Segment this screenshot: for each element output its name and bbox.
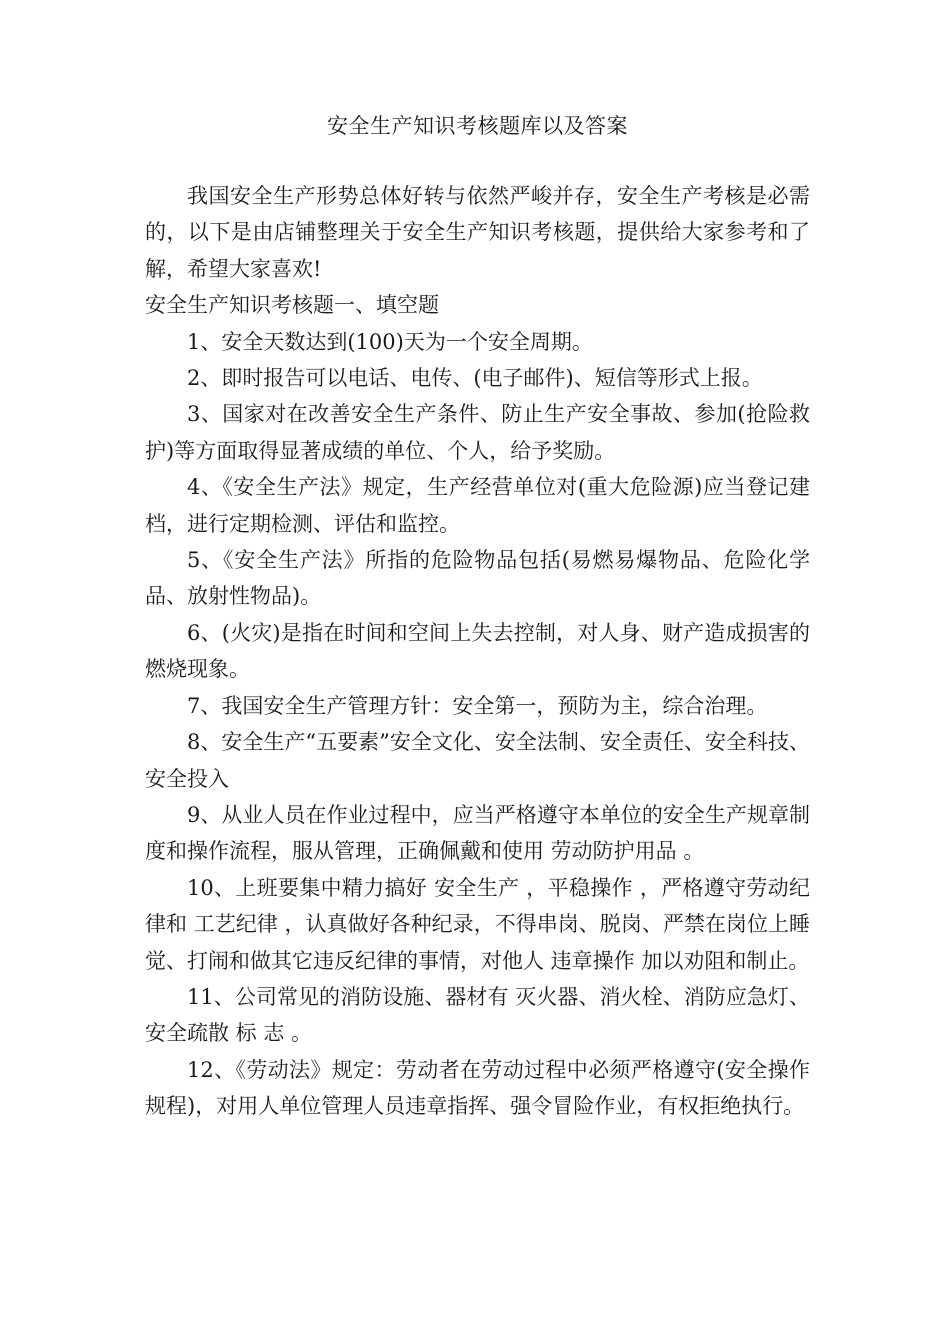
question-item: 11、公司常见的消防设施、器材有 灭火器、消火栓、消防应急灯、安全疏散 标 志 。 xyxy=(145,984,810,1046)
question-item: 2、即时报告可以电话、电传、(电子邮件)、短信等形式上报。 xyxy=(187,366,763,391)
document-page xyxy=(145,108,810,1125)
question-item: 6、(火灾)是指在时间和空间上失去控制，对人身、财产造成损害的燃烧现象。 xyxy=(145,620,810,682)
question-item: 9、从业人员在作业过程中，应当严格遵守本单位的安全生产规章制度和操作流程，服从管理，正确佩戴和使用 劳动防护用品 。 xyxy=(145,802,810,864)
question-item: 4、《安全生产法》规定，生产经营单位对(重大危险源)应当登记建档，进行定期检测、评估和监控。 xyxy=(145,475,810,536)
intro-paragraph: 我国安全生产形势总体好转与依然严峻并存，安全生产考核是必需的，以下是由店铺整理关于安全生产知识考核题，提供给大家参考和了解，希望大家喜欢! xyxy=(145,184,810,281)
section-heading: 安全生产知识考核题一、填空题 xyxy=(145,293,439,318)
document-title: 安全生产知识考核题库以及答案 xyxy=(327,114,628,138)
question-item: 3、国家对在改善安全生产条件、防止生产安全事故、参加(抢险救护)等方面取得显著成绩的单位、个人，给予奖励。 xyxy=(145,402,810,463)
question-item: 12、《劳动法》规定：劳动者在劳动过程中必须严格遵守(安全操作规程)，对用人单位管理人员违章指挥、强令冒险作业，有权拒绝执行。 xyxy=(145,1057,810,1119)
question-item: 7、我国安全生产管理方针：安全第一，预防为主，综合治理。 xyxy=(187,693,768,718)
question-item: 8、安全生产“五要素”安全文化、安全法制、安全责任、安全科技、安全投入 xyxy=(145,730,810,791)
question-item: 5、《安全生产法》所指的危险物品包括(易燃易爆物品、危险化学品、放射性物品)。 xyxy=(145,548,810,609)
question-item: 10、上班要集中精力搞好 安全生产 ，平稳操作 ，严格遵守劳动纪律和 工艺纪律 ，认真做好各种纪录，不得串岗、脱岗、严禁在岗位上睡觉、打闹和做其它违反纪律的事情，对他人 违章操作 加以劝阻和制止。 xyxy=(145,875,810,973)
question-item: 1、安全天数达到(100)天为一个安全周期。 xyxy=(187,329,593,354)
